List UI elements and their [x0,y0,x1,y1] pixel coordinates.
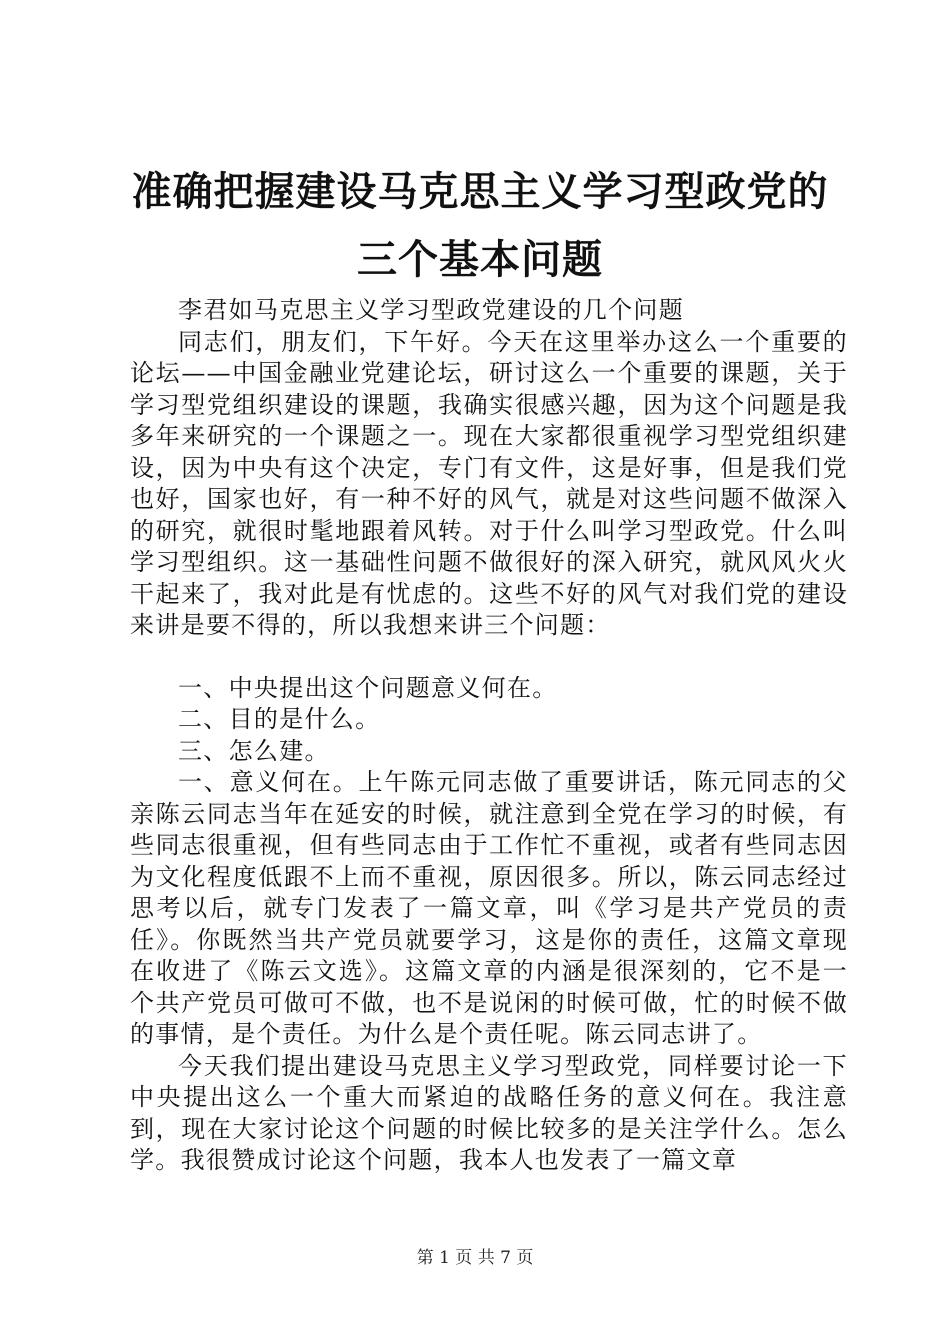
body-paragraph: 一、意义何在。上午陈元同志做了重要讲话，陈元同志的父亲陈云同志当年在延安的时候，就注意到全党在学习的时候，有些同志很重视，但有些同志由于工作忙不重视，或者有些同志因为文化程度低跟不上而不重视，原因很多。所以，陈云同志经过思考以后，就专门发表了一篇文章，叫《学习是共产党员的责任》。你既然当共产党员就要学习，这是你的责任，这篇文章现在收进了《陈云文选》。这篇文章的内涵是很深刻的，它不是一个共产党员可做可不做，也不是说闲的时候可做，忙的时候不做的事情，是个责任。为什么是个责任呢。陈云同志讲了。 [130,768,848,1048]
document-body [130,295,848,1177]
page-footer: 第 1 页 共 7 页 [416,1248,534,1268]
list-item-2: 二、目的是什么。 [178,705,381,733]
body-paragraph: 同志们，朋友们，下午好。今天在这里举办这么一个重要的论坛——中国金融业党建论坛，研讨这么一个重要的课题，关于学习型党组织建设的课题，我确实很感兴趣，因为这个问题是我多年来研究的一个课题之一。现在大家都很重视学习型党组织建设，因为中央有这个决定，专门有文件，这是好事，但是我们党也好，国家也好，有一种不好的风气，就是对这些问题不做深入的研究，就很时髦地跟着风转。对于什么叫学习型政党。什么叫学习型组织。这一基础性问题不做很好的深入研究，就风风火火干起来了，我对此是有忧虑的。这些不好的风气对我们党的建设来讲是要不得的，所以我想来讲三个问题： [130,327,848,639]
document-title: 准确把握建设马克思主义学习型政党的三个基本问题 [131,169,829,283]
list-item-3: 三、怎么建。 [178,736,330,765]
list-item-1: 一、中央提出这个问题意义何在。 [178,673,558,702]
body-paragraph: 今天我们提出建设马克思主义学习型政党，同样要讨论一下中央提出这么一个重大而紧迫的战略任务的意义何在。我注意到，现在大家讨论这个问题的时候比较多的是关注学什么。怎么学。我很赞成讨论这个问题，我本人也发表了一篇文章 [130,1051,848,1174]
subtitle-paragraph: 李君如马克思主义学习型政党建设的几个问题 [178,296,684,324]
